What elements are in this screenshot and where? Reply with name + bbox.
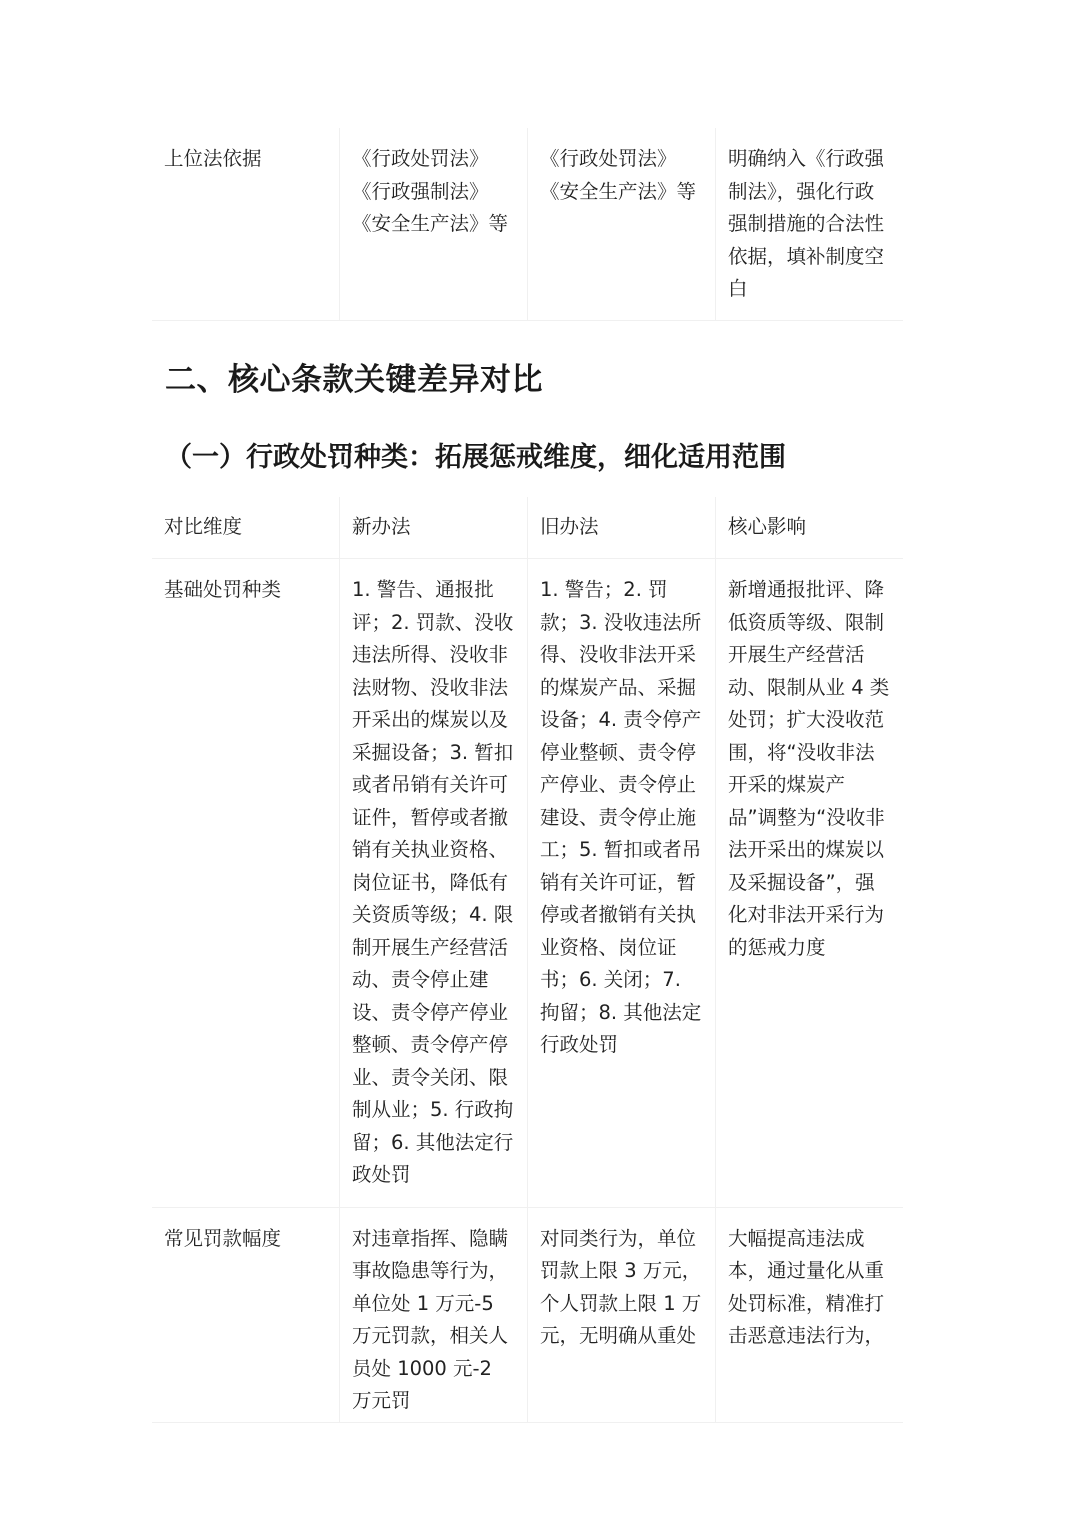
subsection-title: （一）行政处罚种类：拓展惩戒维度，细化适用范围 bbox=[165, 442, 786, 473]
table-header-new: 新办法 bbox=[340, 497, 528, 559]
table-cell-old: 《行政处罚法》 《安全生产法》等 bbox=[528, 128, 716, 321]
section-title: 二、核心条款关键差异对比 bbox=[165, 362, 543, 398]
table-cell-old: 1. 警告；2. 罚款；3. 没收违法所得、没收非法开采的煤炭产品、采掘设备；4. 责令停产停业整顿、责令停产停业、责令停止建设、责令停止施工；5. 暂扣或者吊销有关许可证，暂停或者撤销有关执业资格、岗位证书；6. 关闭；7. 拘留；8. 其他法定行政处罚 bbox=[528, 559, 716, 1208]
table-cell-impact: 大幅提高违法成本，通过量化从重处罚标准，精准打击恶意违法行为， bbox=[716, 1208, 903, 1423]
table-cell-new: 对违章指挥、隐瞒事故隐患等行为，单位处 1 万元-5 万元罚款，相关人员处 1000 元-2 万元罚 bbox=[340, 1208, 528, 1423]
table-header-impact: 核心影响 bbox=[716, 497, 903, 559]
table-header-dimension: 对比维度 bbox=[152, 497, 340, 559]
legal-basis-table bbox=[152, 128, 903, 321]
table-cell-old: 对同类行为，单位罚款上限 3 万元，个人罚款上限 1 万元，无明确从重处 bbox=[528, 1208, 716, 1423]
table-header-old: 旧办法 bbox=[528, 497, 716, 559]
table-cell-label: 常见罚款幅度 bbox=[152, 1208, 340, 1423]
table-cell-label: 基础处罚种类 bbox=[152, 559, 340, 1208]
penalty-comparison-table bbox=[152, 497, 903, 1423]
table-cell-new: 《行政处罚法》 《行政强制法》 《安全生产法》等 bbox=[340, 128, 528, 321]
table-cell-impact: 明确纳入《行政强制法》，强化行政强制措施的合法性依据，填补制度空白 bbox=[716, 128, 903, 321]
table-cell-new: 1. 警告、通报批评；2. 罚款、没收违法所得、没收非法财物、没收非法开采出的煤炭以及采掘设备；3. 暂扣或者吊销有关许可证件，暂停或者撤销有关执业资格、岗位证书，降低有关资质等级；4. 限制开展生产经营活动、责令停止建设、责令停产停业整顿、责令停产停业、责令关闭、限制从业；5. 行政拘留；6. 其他法定行政处罚 bbox=[340, 559, 528, 1208]
table-cell-impact: 新增通报批评、降低资质等级、限制开展生产经营活动、限制从业 4 类处罚；扩大没收范围，将“没收非法开采的煤炭产品”调整为“没收非法开采出的煤炭以及采掘设备”，强化对非法开采行为的惩戒力度 bbox=[716, 559, 903, 1208]
table-cell-label: 上位法依据 bbox=[152, 128, 340, 321]
